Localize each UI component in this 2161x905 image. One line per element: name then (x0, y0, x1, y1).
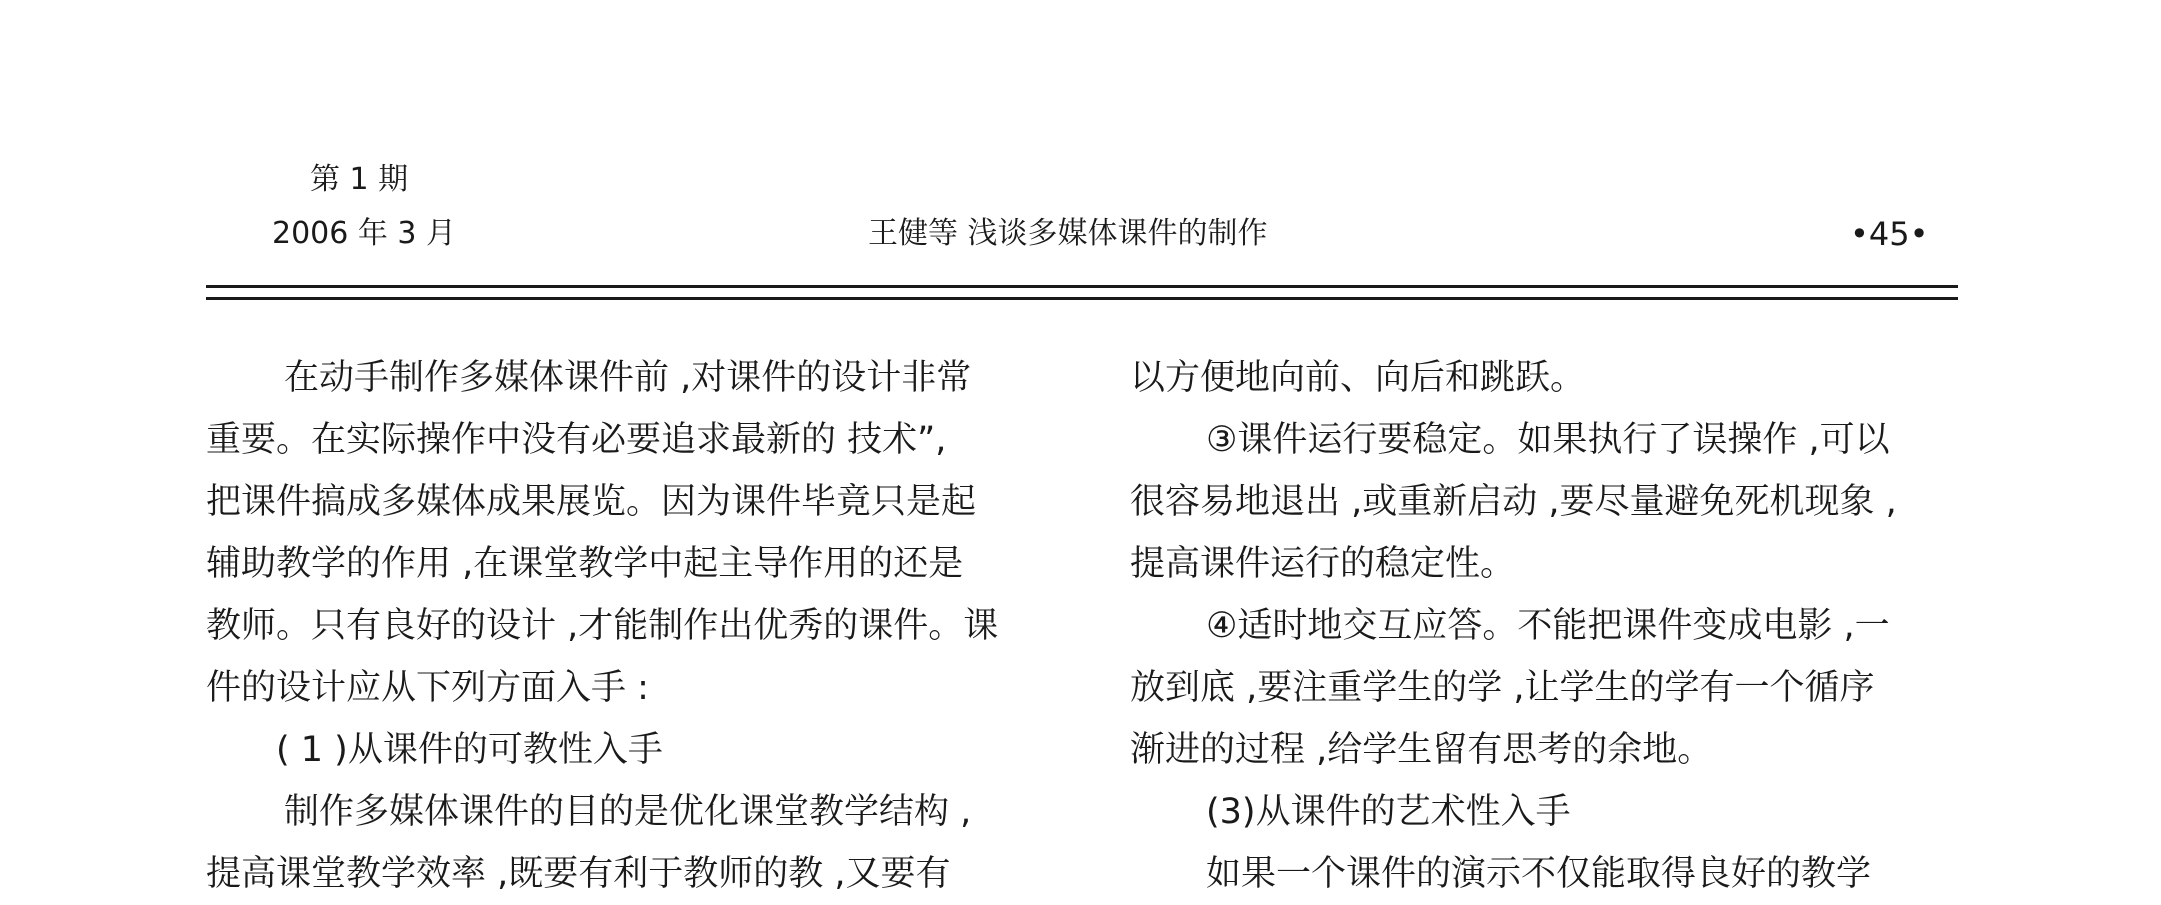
text-line: 重要。在实际操作中没有必要追求最新的 技术”, (206, 420, 947, 460)
text-line: ④适时地交互应答。不能把课件变成电影 ,一 (1206, 606, 1890, 646)
text-line: 如果一个课件的演示不仅能取得良好的教学 (1206, 854, 1872, 894)
text-line: ③课件运行要稳定。如果执行了误操作 ,可以 (1206, 420, 1890, 460)
right-column (1130, 347, 1970, 905)
text-line: 制作多媒体课件的目的是优化课堂教学结构 , (284, 792, 972, 832)
text-line: 辅助教学的作用 ,在课堂教学中起主导作用的还是 (206, 544, 964, 584)
text-line: 渐进的过程 ,给学生留有思考的余地。 (1130, 730, 1713, 770)
journal-date: 2006 年 3 月 (272, 216, 457, 251)
text-line: 教师。只有良好的设计 ,才能制作出优秀的课件。课 (206, 606, 999, 646)
section-heading: ( 1 )从课件的可教性入手 (276, 730, 663, 770)
text-line: 以方便地向前、向后和跳跃。 (1130, 358, 1586, 398)
left-column (206, 347, 1061, 905)
page-number: •45• (1850, 215, 1929, 253)
text-line: 提高课堂教学效率 ,既要有利于教师的教 ,又要有 (206, 854, 951, 894)
text-line: 把课件搞成多媒体成果展览。因为课件毕竟只是起 (206, 482, 977, 522)
text-line: 很容易地退出 ,或重新启动 ,要尽量避免死机现象 , (1130, 482, 1897, 522)
section-heading: (3)从课件的艺术性入手 (1206, 792, 1571, 832)
text-line: 在动手制作多媒体课件前 ,对课件的设计非常 (284, 358, 972, 398)
journal-issue: 第 1 期 (310, 162, 409, 197)
header-rule-top (206, 285, 1958, 288)
header-rule-bottom (206, 297, 1958, 300)
running-title: 王健等 浅谈多媒体课件的制作 (868, 216, 1268, 251)
text-line: 放到底 ,要注重学生的学 ,让学生的学有一个循序 (1130, 668, 1875, 708)
text-line: 提高课件运行的稳定性。 (1130, 544, 1516, 584)
text-line: 件的设计应从下列方面入手 : (206, 668, 649, 708)
